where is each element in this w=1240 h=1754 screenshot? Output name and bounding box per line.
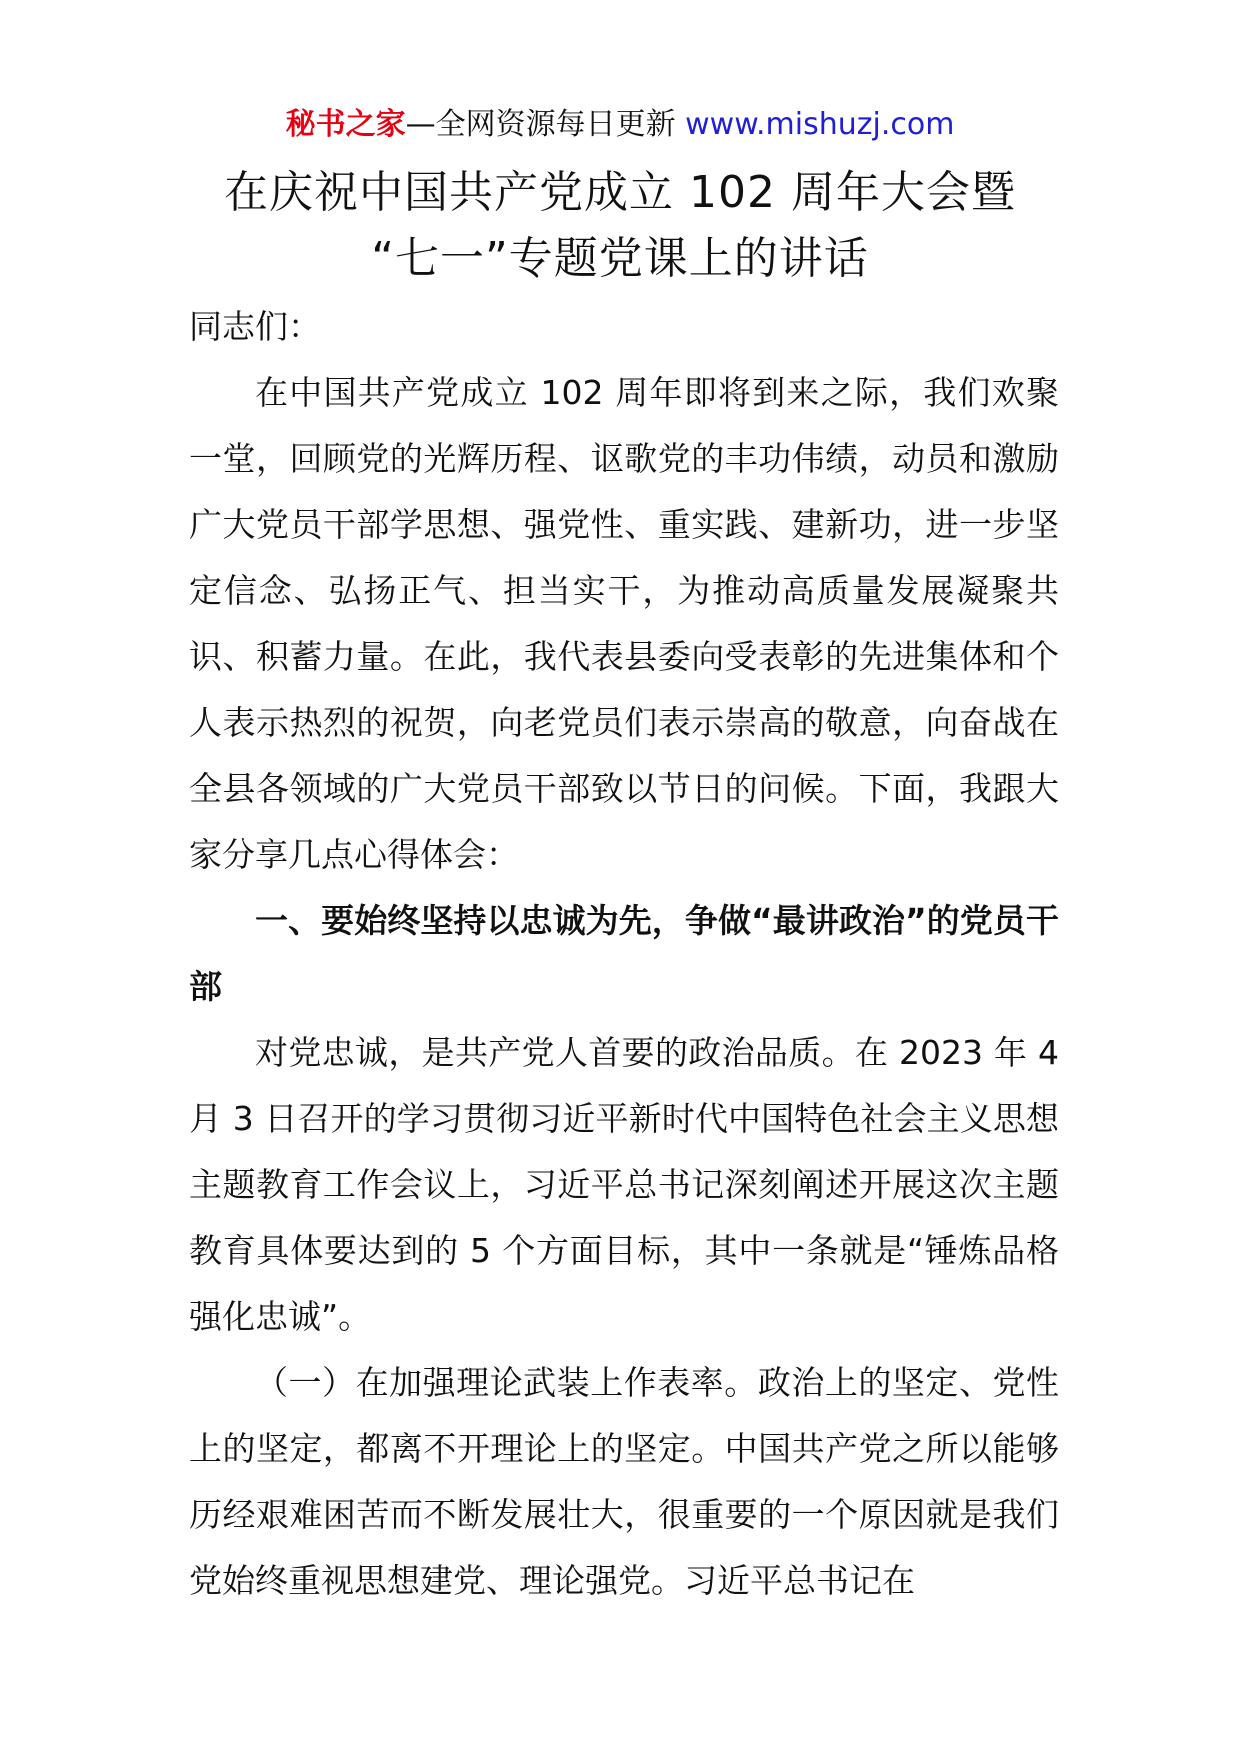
title-line-1: 在庆祝中国共产党成立 102 周年大会暨 [224,167,1016,218]
paragraph-intro: 在中国共产党成立 102 周年即将到来之际，我们欢聚一堂，回顾党的光辉历程、讴歌党的丰功伟绩，动员和激励广大党员干部学思想、强党性、重实践、建新功，进一步坚定信念、弘扬正气、担当实干，为推动高质量发展凝聚共识、积蓄力量。在此，我代表县委向受表彰的先进集体和个人表示热烈的祝贺，向老党员们表示崇高的敬意，向奋战在全县各领域的广大党员干部致以节日的问候。下面，我跟大家分享几点心得体会： [189,373,1059,874]
title-line-2: “七一”专题党课上的讲话 [371,233,869,284]
brand-name: 秘书之家 [285,107,406,142]
document-body [189,294,1059,1614]
page-header [0,103,1240,147]
header-tagline: —全网资源每日更新 [405,107,686,142]
paragraph-loyalty: 对党忠诚，是共产党人首要的政治品质。在 2023 年 4 月 3 日召开的学习贯彻习近平新时代中国特色社会主义思想主题教育工作会议上，习近平总书记深刻阐述开展这次主题教育具体要达到的 5 个方面目标，其中一条就是“锤炼品格强化忠诚”。 [189,1033,1059,1336]
document-title [0,160,1240,292]
salutation: 同志们： [189,307,321,346]
paragraph-theory: （一）在加强理论武装上作表率。政治上的坚定、党性上的坚定，都离不开理论上的坚定。中国共产党之所以能够历经艰难困苦而不断发展壮大，很重要的一个原因就是我们党始终重视思想建党、理论强党。习近平总书记在 [189,1363,1059,1600]
site-link[interactable]: www.mishuzj.com [685,107,955,142]
section-heading-1: 一、要始终坚持以忠诚为先，争做“最讲政治”的党员干部 [189,901,1059,1006]
